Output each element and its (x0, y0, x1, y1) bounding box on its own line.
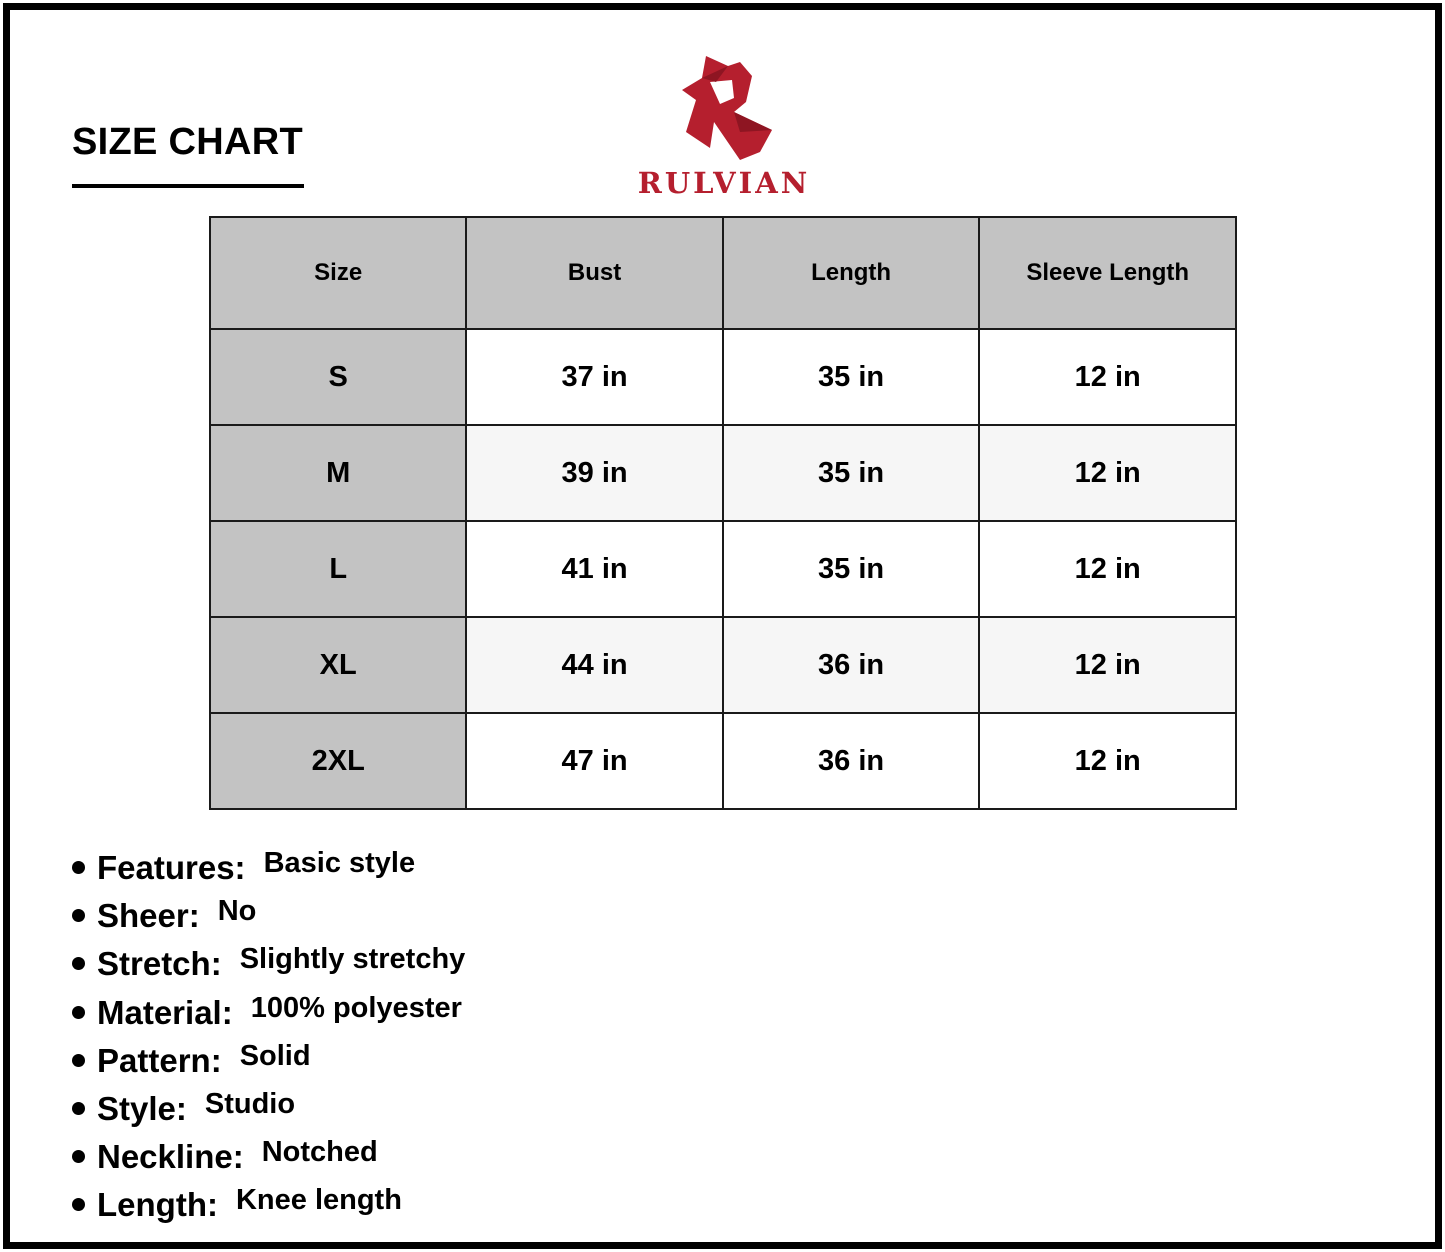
spec-key: Style: (97, 1089, 187, 1127)
brand-name: RULVIAN (637, 166, 811, 200)
bust-cell: 39 in (466, 425, 722, 521)
sleeve-length-cell: 12 in (979, 425, 1236, 521)
spec-key: Pattern: (97, 1041, 222, 1079)
bust-cell: 41 in (466, 521, 722, 617)
length-cell: 36 in (723, 713, 980, 809)
spec-value: 100% polyester (250, 991, 462, 1024)
brand-monogram-icon (676, 52, 772, 164)
sleeve-length-cell: 12 in (979, 329, 1236, 425)
spec-value: No (217, 895, 257, 928)
list-item (72, 944, 465, 992)
spec-key: Length: (97, 1186, 218, 1224)
bust-cell: 37 in (466, 329, 722, 425)
length-cell: 36 in (723, 617, 980, 713)
spec-key: Neckline: (97, 1138, 244, 1176)
header-size: Size (210, 217, 466, 329)
size-cell: L (210, 521, 466, 617)
list-item (72, 1089, 465, 1137)
bullet-icon (72, 1054, 85, 1067)
header-sleeve-length: Sleeve Length (979, 217, 1236, 329)
length-cell: 35 in (723, 425, 980, 521)
brand-logo (626, 50, 822, 200)
bust-cell: 47 in (466, 713, 722, 809)
list-item (72, 1137, 465, 1185)
size-cell: XL (210, 617, 466, 713)
list-item (72, 1041, 465, 1089)
table-header-row (210, 217, 1236, 329)
table-row (210, 425, 1236, 521)
list-item (72, 1185, 465, 1233)
spec-list (72, 848, 465, 1234)
spec-value: Studio (204, 1087, 296, 1120)
sleeve-length-cell: 12 in (979, 521, 1236, 617)
table-row (210, 713, 1236, 809)
bullet-icon (72, 909, 85, 922)
spec-value: Solid (239, 1039, 311, 1072)
title-underline (72, 184, 304, 188)
spec-key: Features: (97, 849, 246, 886)
spec-value: Knee length (235, 1184, 402, 1217)
size-cell: M (210, 425, 466, 521)
sleeve-length-cell: 12 in (979, 617, 1236, 713)
page-title: SIZE CHART (72, 121, 303, 163)
size-cell: S (210, 329, 466, 425)
spec-key: Stretch: (97, 945, 222, 983)
spec-value: Notched (261, 1136, 378, 1169)
sleeve-length-cell: 12 in (979, 713, 1236, 809)
bullet-icon (72, 1150, 85, 1163)
table-row (210, 521, 1236, 617)
bullet-icon (72, 861, 85, 874)
size-table (209, 216, 1237, 810)
spec-key: Sheer: (97, 897, 200, 935)
table-row (210, 617, 1236, 713)
list-item (72, 896, 465, 944)
spec-value: Slightly stretchy (239, 943, 466, 976)
length-cell: 35 in (723, 329, 980, 425)
bullet-icon (72, 957, 85, 970)
table-row (210, 329, 1236, 425)
size-cell: 2XL (210, 713, 466, 809)
spec-key: Material: (97, 993, 233, 1031)
bullet-icon (72, 1102, 85, 1115)
header-bust: Bust (466, 217, 722, 329)
bullet-icon (72, 1198, 85, 1211)
list-item (72, 993, 465, 1041)
list-item (72, 848, 465, 896)
bullet-icon (72, 1006, 85, 1019)
length-cell: 35 in (723, 521, 980, 617)
spec-value: Basic style (263, 847, 416, 879)
bust-cell: 44 in (466, 617, 722, 713)
header-length: Length (723, 217, 980, 329)
